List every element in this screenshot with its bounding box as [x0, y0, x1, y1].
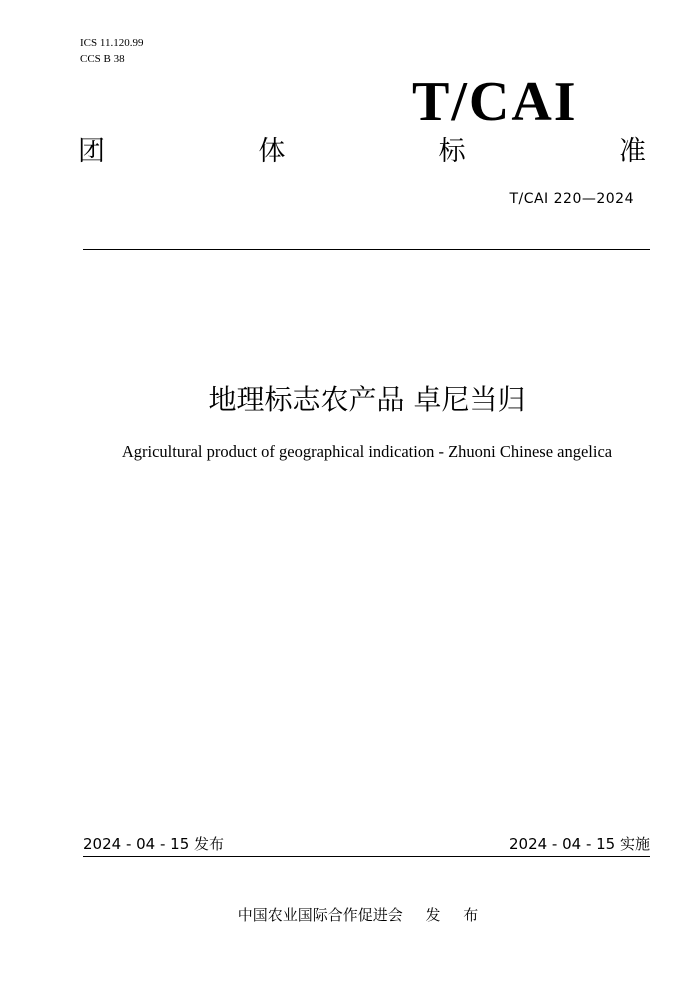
bottom-divider — [83, 856, 650, 857]
standard-type-char: 准 — [618, 136, 646, 167]
implementation-date: 2024 - 04 - 15 实施 — [508, 835, 650, 853]
standard-type-char: 体 — [258, 136, 286, 167]
standard-type-char: 团 — [78, 136, 105, 167]
issue-date: 2024 - 04 - 15 发布 — [83, 835, 225, 853]
standard-number: T/CAI 220—2024 — [509, 191, 634, 207]
classification-codes — [80, 35, 143, 67]
ics-code: ICS 11.120.99 — [80, 37, 144, 49]
standard-type-char: 标 — [438, 136, 466, 167]
title-english: Agricultural product of geographical indication - Zhuoni Chinese angelica — [121, 442, 613, 461]
standard-type — [78, 134, 646, 170]
tcai-logo: T/CAI — [412, 71, 578, 133]
publisher: 中国农业国际合作促进会 发 布 — [237, 906, 479, 924]
title-chinese: 地理标志农产品 卓尼当归 — [208, 383, 526, 416]
ccs-code: CCS B 38 — [80, 53, 125, 65]
top-divider — [83, 249, 650, 250]
